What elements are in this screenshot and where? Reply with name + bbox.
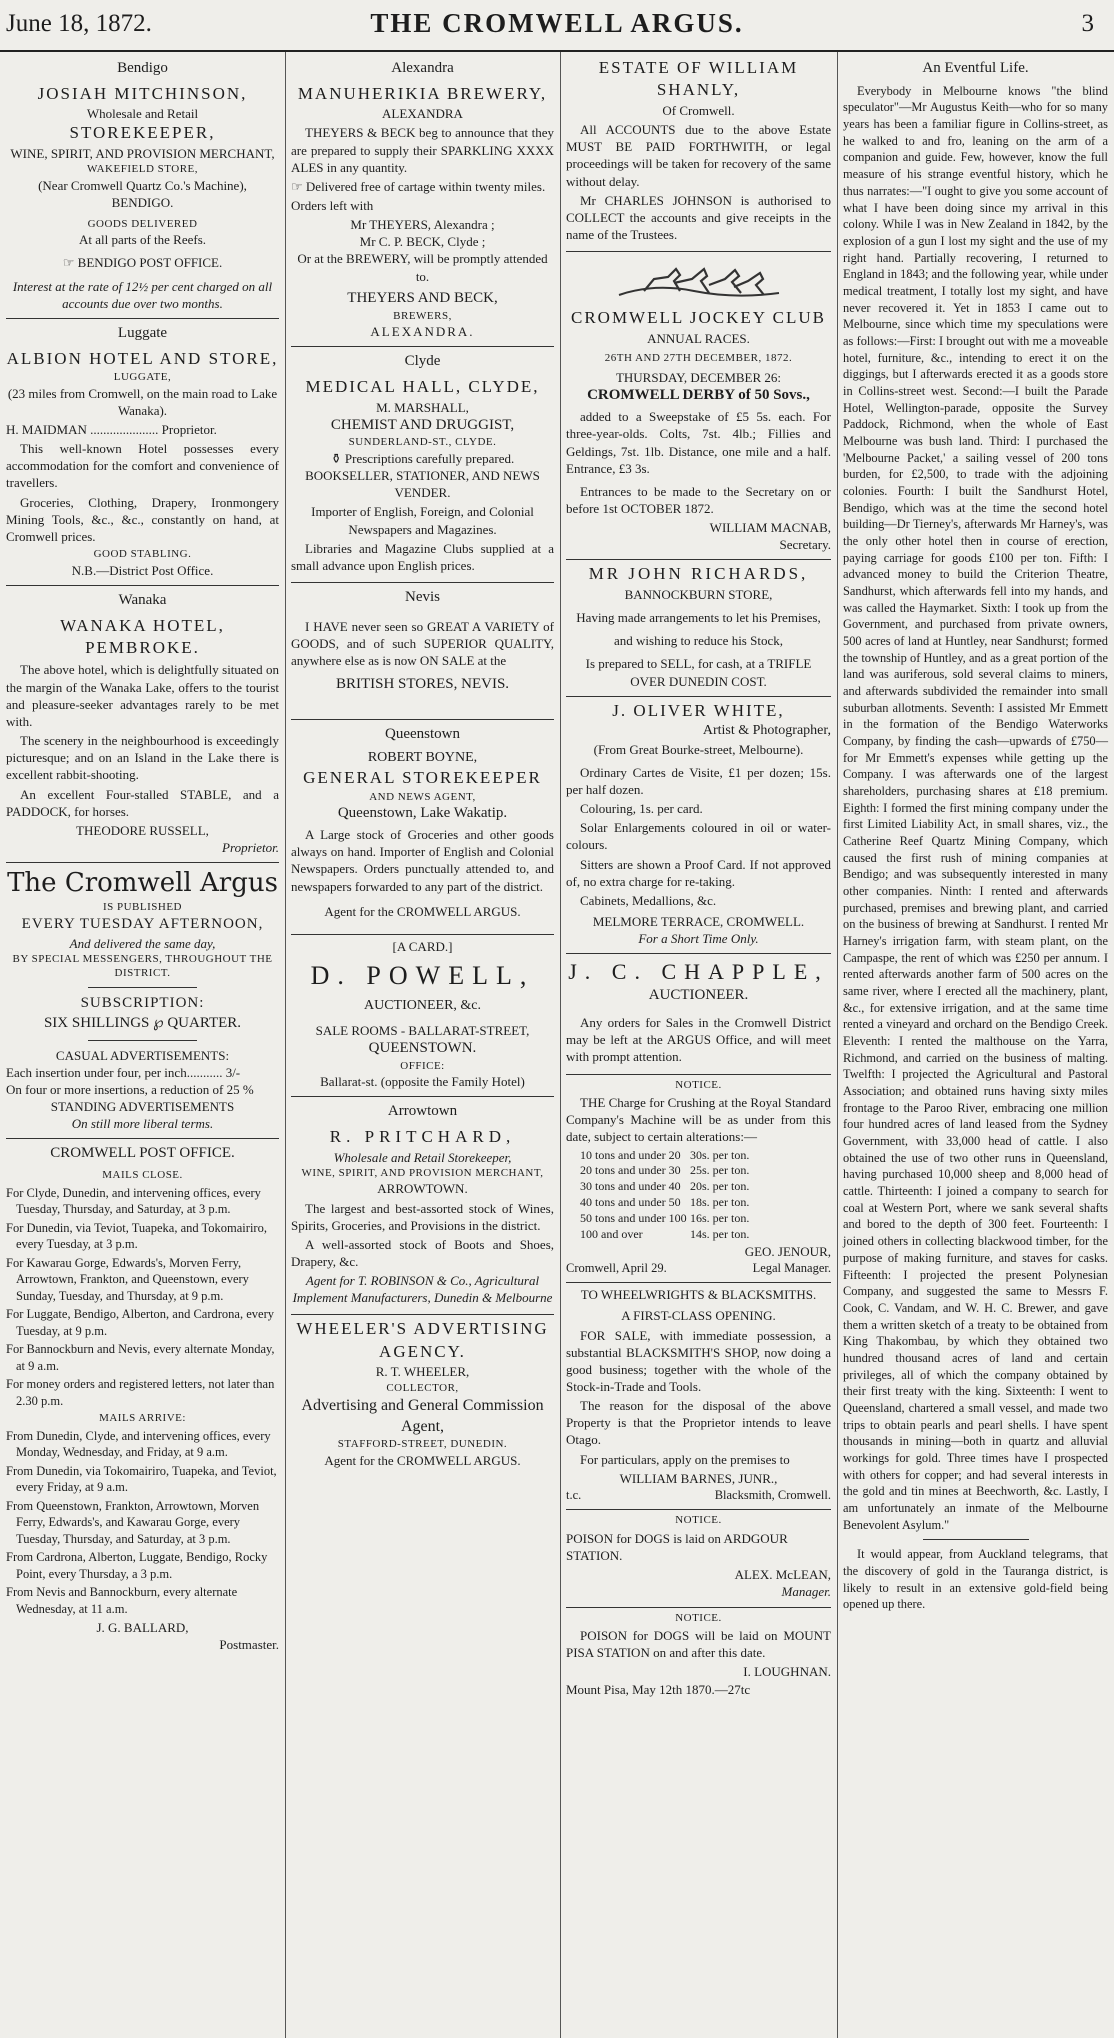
pointing-hand-icon: ☞ bbox=[62, 255, 78, 271]
divider bbox=[88, 1040, 197, 1041]
ad-line: THEODORE RUSSELL, bbox=[76, 822, 209, 838]
ad-luggate-albion bbox=[6, 319, 279, 586]
notice-place: Cromwell, April 29. bbox=[566, 1260, 667, 1275]
rate-range: 100 and over bbox=[580, 1226, 643, 1241]
ad-line: BRITISH STORES, NEVIS. bbox=[335, 676, 510, 693]
ad-line: BENDIGO. bbox=[111, 194, 174, 210]
ad-line: Agent for the CROMWELL ARGUS. bbox=[324, 903, 521, 919]
ad-manuherikia-brewery bbox=[291, 54, 554, 347]
rate-row bbox=[566, 1227, 831, 1243]
ad-blacksmith-shop bbox=[566, 1283, 831, 1510]
divider bbox=[88, 987, 197, 988]
ad-line: Solar Enlargements coloured in oil or water-colours. bbox=[566, 820, 831, 853]
advertiser-name: MEDICAL HALL, CLYDE, bbox=[305, 377, 540, 397]
ad-line: A well-assorted stock of Boots and Shoes, Drapery, &c. bbox=[291, 1236, 554, 1270]
ad-medical-hall bbox=[291, 347, 554, 583]
ad-line: ARROWTOWN. bbox=[377, 1181, 468, 1197]
ad-line: STAFFORD-STREET, DUNEDIN. bbox=[337, 1438, 508, 1451]
schedule-subheading: MAILS ARRIVE: bbox=[99, 1412, 186, 1425]
rate-row bbox=[566, 1179, 831, 1195]
section-heading: Clyde bbox=[404, 353, 441, 370]
ad-line: SIX SHILLINGS ℘ QUARTER. bbox=[43, 1014, 242, 1031]
ad-line: AUCTIONEER. bbox=[648, 987, 749, 1004]
column-2 bbox=[285, 54, 560, 2038]
ad-line: EVERY TUESDAY AFTERNOON, bbox=[21, 916, 264, 932]
ad-line: An excellent Four-stalled STABLE, and a PADDOCK, for horses. bbox=[6, 786, 279, 819]
advertiser-name: ESTATE OF WILLIAM SHANLY, bbox=[598, 58, 799, 100]
column-3 bbox=[560, 54, 837, 2038]
section-heading: Luggate bbox=[117, 324, 168, 341]
page-number: 3 bbox=[1081, 10, 1094, 37]
ad-line: LUGGATE, bbox=[113, 371, 172, 384]
schedule-entry: For Dunedin, via Teviot, Tuapeka, and Tokomairiro, every Tuesday, at 3 p.m. bbox=[6, 1220, 267, 1252]
ad-line: AND NEWS AGENT, bbox=[369, 790, 476, 803]
ad-line: Orders left with bbox=[291, 198, 374, 214]
ad-line: For a Short Time Only. bbox=[638, 931, 759, 947]
ad-line: ALEXANDRA bbox=[382, 106, 463, 122]
ad-line: ROBERT BOYNE, bbox=[367, 749, 478, 765]
section-heading: NOTICE. bbox=[675, 1514, 722, 1527]
ad-line-text: Delivered free of cartage within twenty miles. bbox=[305, 178, 546, 194]
ad-line: This well-known Hotel possesses every accommodation for the comfort and convenience of travellers. bbox=[6, 441, 279, 491]
newspaper-title: THE CROMWELL ARGUS. bbox=[370, 8, 744, 38]
ad-line: t.c. bbox=[566, 1487, 582, 1502]
ad-line: 26TH AND 27TH DECEMBER, 1872. bbox=[604, 351, 793, 364]
rate-row bbox=[566, 1211, 831, 1227]
ad-line: GOODS DELIVERED bbox=[87, 217, 198, 230]
ad-line: Is prepared to SELL, for cash, at a TRIFLE bbox=[585, 656, 812, 672]
schedule-entry: For money orders and registered letters, not later than 2.30 p.m. bbox=[6, 1377, 275, 1408]
signature: I. LOUGHNAN. bbox=[743, 1664, 831, 1680]
rate-price: 25s. per ton. bbox=[690, 1163, 750, 1178]
rate-range: 50 tons and under 100 bbox=[580, 1210, 687, 1225]
ad-line: Mr C. P. BECK, Clyde ; bbox=[359, 234, 486, 250]
schedule-entry: From Nevis and Bannockburn, every alternate Wednesday, at 11 a.m. bbox=[6, 1585, 238, 1616]
ad-line: WINE, SPIRIT, AND PROVISION MERCHANT, bbox=[10, 145, 275, 161]
section-heading: Nevis bbox=[405, 589, 440, 606]
ad-line: At all parts of the Reefs. bbox=[78, 232, 207, 248]
ad-line: For particulars, apply on the premises to bbox=[580, 1451, 790, 1467]
ad-line-text: Prescriptions carefully prepared. bbox=[344, 450, 515, 466]
rate-price: 16s. per ton. bbox=[690, 1210, 750, 1225]
ad-line: Any orders for Sales in the Cromwell District may be left at the ARGUS Office, and will meet with prompt attention. bbox=[566, 1015, 831, 1065]
ad-line: BANNOCKBURN STORE, bbox=[624, 586, 773, 602]
ad-line: Libraries and Magazine Clubs supplied at a small advance upon English prices. bbox=[291, 540, 554, 573]
ad-john-richards bbox=[566, 560, 831, 696]
signature-role: Legal Manager. bbox=[752, 1260, 831, 1275]
advertiser-name: GENERAL STOREKEEPER bbox=[303, 768, 542, 788]
ad-line: CROMWELL DERBY of 50 Sovs., bbox=[587, 387, 810, 404]
signature-line bbox=[566, 1487, 831, 1504]
advertiser-name: JOSIAH MITCHINSON, bbox=[37, 83, 248, 103]
ad-line: MELMORE TERRACE, CROMWELL. bbox=[592, 913, 805, 929]
ad-wheeler-agency bbox=[291, 1315, 554, 1474]
argus-nameplate: The Cromwell Argus bbox=[7, 868, 278, 899]
ad-line: [A CARD.] bbox=[392, 938, 453, 954]
schedule-entry: For Bannockburn and Nevis, every alternate Monday, at 9 a.m. bbox=[6, 1342, 275, 1373]
ad-line: Ordinary Cartes de Visite, £1 per dozen; 15s. per half dozen. bbox=[566, 764, 831, 797]
advertiser-name: J. OLIVER WHITE, bbox=[612, 700, 785, 720]
schedule-entry: From Queenstown, Frankton, Arrowtown, Morven Ferry, Edwards's, and Kawarau Gorge, every Tuesday, Thursday, and Saturday, at 3 p.m. bbox=[6, 1498, 260, 1546]
rate-range: 40 tons and under 50 bbox=[580, 1195, 681, 1210]
rate-row bbox=[566, 1195, 831, 1211]
divider bbox=[923, 1539, 1029, 1540]
ad-line: (From Great Bourke-street, Melbourne). bbox=[593, 741, 804, 757]
section-heading: Alexandra bbox=[391, 60, 454, 76]
column-1 bbox=[0, 54, 285, 2038]
advertiser-name: MR JOHN RICHARDS, bbox=[588, 564, 809, 584]
ad-line: Cabinets, Medallions, &c. bbox=[580, 892, 717, 908]
ad-line: QUEENSTOWN. bbox=[368, 1040, 477, 1057]
signature: J. G. BALLARD, bbox=[96, 1620, 189, 1636]
notice-shanly-estate bbox=[566, 54, 831, 252]
ad-line bbox=[291, 450, 554, 467]
rate-price: 20s. per ton. bbox=[690, 1179, 750, 1194]
advertiser-name: WANAKA HOTEL, PEMBROKE. bbox=[60, 615, 225, 658]
ad-jockey-club bbox=[566, 252, 831, 560]
ad-oliver-white bbox=[566, 697, 831, 955]
ad-line: I HAVE never seen so GREAT A VARIETY of GOODS, and of such SUPERIOR QUALITY, anywhere else as is now ON SALE at the bbox=[291, 618, 554, 669]
column-4 bbox=[837, 54, 1114, 2038]
ad-line: THEYERS AND BECK, bbox=[347, 289, 498, 306]
ad-line: THEYERS & BECK beg to announce that they are prepared to supply their SPARKLING XXXX ALES in any quantity. bbox=[291, 125, 554, 175]
article-body: Everybody in Melbourne knows "the blind speculator"—Mr Augustus Keith—who for so many years has been a familiar figure in Collins-street, as he walked to and fro, leaning on the arm of a companion and guide. Few, however, know the full measure of his strange eventful history, which he thus narrates:—"I ought to give you some account of what I have been doing since my arrival in this colony. While I was in New Zealand in 1842, by the explosion of a gun I lost my sight and the use of my right hand. Partially recovering, I returned to England in 1843; and the following year, while under medical treatment, I totally lost my sight, and have never recovered it. Yet in 1853 I came out to Melbourne, since which time my speculations were as follows:—First: I brought out with me a moveable hotel, furniture, &c., intending to erect it on the diggings, but I afterwards erected it as a goods store in Collins-street west. Second:—I built the Parade Hotel, Wellington-parade, opposite the Survey Paddock, Richmond, when the whole of East Melbourne was bush land. Third: I purchased the 'Melbourne Packet,' a sailing vessel of 200 tons burden, for £2,500, to trade with the adjoining colonies. Fourth: I built the Sandhurst Hotel, Bendigo, which was at the time the second hotel building—Dr Tierney's, afterwards Mr Harney's, was the only other hotel then in course of erection, paying carriage for goods £100 per ton. Fifth: I advanced money to build the Criterion Theatre, Sandhurst, which afterwards fell into my hands, and was called the Haymarket. Sixth: I took up from the Government, and purchased from private owners, 500 acres of land at Huntley, near Sandhurst; formed the township of Huntley, and as a great portion of the land was auriferous, sold several claims to miners, and afterwards subdivided the remainder into small suburban allotments. Seventh: I assisted Mr Emmett in the formation of the Bendigo Waterworks Company, by finding the cash—upwards of £750—for Mr Emmett's expenses while getting up the Company. I was afterwards one of the largest shareholders, purchasing shares at £18 premium. Eighth: I formed the first mining company under the first Limited Liability Act, in small shares, viz., the Catherine Reef Quartz Mining Company, which caused the first rush of mining companies at Bendigo; and was subsequently interested in many other companies. Ninth: I rented and afterwards purchased, premises and brewing plant, and carried on the business of brewing at Sandhurst. I rented Mr Harney's irrigation farm, with steam plant, on the Campaspe, the rent of which was £250 per annum. I rented afterwards another farm of 500 acres on the same river, where I erected all the machinery, plant, &c., for extensive irrigation, and at the same time rented a vineyard and orchard on the Bendigo Creek. Eleventh: I rented the malthouse on the Yarra, Richmond, and carried on the business of malting. Twelfth: I projected the Agricultural and Pastoral Association; and obtained runs having sixty miles frontage to the Paroo River, embracing one million four hundred acres of land leased from the Sydney Government, with 33,000 head of cattle. I also obtained the use of two other runs in Queensland, having purchased 10,000 sheep and 8,000 head of cattle. Thirteenth: I joined a company to search for coal at Western Port, where we sank several shafts and bored to the depth of 300 feet. Fourteenth: I joined others in collecting blackwood timber, for the purpose of making furniture, and staves for casks. Fifteenth: I projected the present Polynesian Company, and suggested the same to Messrs F. Cook, C. Vandam, and W. H. C. Brewer, and gave them a written sketch of a treaty to be obtained from King Thakombau, by which they obtained two hundred thousand acres of land and certain privileges, all of which the company obtained by their first treaty with the king. Sixteenth: I went to Queensland, chartered a small vessel, and made two trips to obtain pearls and pearl shells. I have spent thousands in mining—both in quartz and alluvial workings for gold. Three times have I prospected with others for copper; and had several interests in the gold and tin mines at Beechworth, &c. Lastly, I am unfortunately an inmate of the Melbourne Benevolent Asylum." bbox=[843, 83, 1108, 1532]
ad-pritchard bbox=[291, 1097, 554, 1315]
ad-line: The reason for the disposal of the above Property is that the Proprietor intends to leave Otago. bbox=[566, 1398, 831, 1448]
advertiser-name: D. POWELL, bbox=[310, 961, 535, 991]
advertiser-name: J. C. CHAPPLE, bbox=[568, 959, 829, 985]
ad-line: STOREKEEPER, bbox=[69, 123, 216, 143]
ad-line: BREWERS, bbox=[393, 309, 452, 322]
section-heading: Arrowtown bbox=[387, 1103, 458, 1120]
ad-line: All ACCOUNTS due to the above Estate MUST BE PAID FORTHWITH, or legal proceedings will be taken for recovery of the same without delay. bbox=[566, 122, 831, 189]
signature-role: Postmaster. bbox=[219, 1637, 279, 1653]
ad-bendigo-mitchinson bbox=[6, 54, 279, 319]
ad-line: Agent for T. ROBINSON & Co., Agricultural Implement Manufacturers, Dunedin & Melbourne bbox=[292, 1273, 553, 1306]
ad-line: Wholesale and Retail bbox=[86, 106, 199, 122]
ad-line: POISON for DOGS is laid on ARDGOUR STATION. bbox=[566, 1530, 788, 1564]
ad-line: Advertising and General Commission Agent, bbox=[301, 1397, 544, 1436]
ad-line: SUBSCRIPTION: bbox=[80, 994, 205, 1011]
ad-line: ANNUAL RACES. bbox=[647, 330, 750, 346]
ad-line: Each insertion under four, per inch........... 3/- bbox=[6, 1064, 241, 1080]
ad-line: Entrances to be made to the Secretary on or before 1st OCTOBER 1872. bbox=[566, 483, 831, 516]
ad-line: N.B.—District Post Office. bbox=[71, 562, 214, 578]
ad-line: The above hotel, which is delightfully situated on the margin of the Wanaka Lake, offers to the tourist and pleasure-seeker advantages rarely to be met with. bbox=[6, 662, 279, 729]
ad-line: Or at the BREWERY, will be promptly attended to. bbox=[297, 251, 548, 284]
ad-line: Of Cromwell. bbox=[662, 102, 735, 118]
ad-robert-boyne bbox=[291, 720, 554, 935]
advertiser-name: WHEELER'S ADVERTISING AGENCY. bbox=[296, 1319, 549, 1361]
article-headline: An Eventful Life. bbox=[922, 60, 1029, 76]
ad-line: Groceries, Clothing, Drapery, Ironmongery Mining Tools, &c., &c., constantly on hand, at Cromwell prices. bbox=[6, 494, 279, 544]
section-heading: NOTICE. bbox=[675, 1078, 722, 1091]
advertiser-name: MANUHERIKIA BREWERY, bbox=[297, 83, 548, 103]
section-heading: Wanaka bbox=[118, 591, 167, 608]
advertiser-name: ALBION HOTEL AND STORE, bbox=[6, 348, 279, 368]
advertiser-name: CROMWELL JOCKEY CLUB bbox=[570, 308, 826, 328]
signature: WILLIAM BARNES, JUNR., bbox=[619, 1470, 778, 1486]
issue-date: June 18, 1872. bbox=[6, 10, 152, 37]
ad-line: M. MARSHALL, bbox=[376, 399, 469, 415]
notice-ardgour-poison bbox=[566, 1510, 831, 1607]
ad-line: The scenery in the neighbourhood is exceedingly picturesque; and on an Island in the Lake there is excellent rabbit-shooting. bbox=[6, 733, 279, 783]
schedule-subheading: MAILS CLOSE. bbox=[102, 1169, 183, 1182]
ad-line bbox=[6, 254, 279, 271]
ad-line: COLLECTOR, bbox=[386, 1381, 459, 1394]
rate-range: 30 tons and under 40 bbox=[580, 1179, 681, 1194]
section-heading: CROMWELL POST OFFICE. bbox=[50, 1145, 235, 1162]
ad-line: A Large stock of Groceries and other goods always on hand. Importer of English and Colonial Newspapers. Orders punctually attended to, and newspapers forwarded to any part of the district. bbox=[291, 827, 554, 894]
pointing-hand-icon: ☞ bbox=[291, 178, 306, 194]
ad-line: Interest at the rate of 12½ per cent charged on all accounts due over two months. bbox=[12, 278, 273, 311]
ad-line: added to a Sweepstake of £5 5s. each. For three-year-olds. Colts, 7st. 4lb.; Fillies and Geldings, 7st. 1lb. Distance, one mile and a half. Entrance, £3 3s. bbox=[566, 409, 831, 476]
ad-line: The largest and best-assorted stock of Wines, Spirits, Groceries, and Provisions in the district. bbox=[291, 1200, 554, 1233]
racehorses-illustration bbox=[566, 263, 831, 303]
schedule-entry: For Kawarau Gorge, Edwards's, Morven Ferry, Arrowtown, Frankton, and Queenstown, every Sunday, Tuesday, and Thursday, at 9 p.m. bbox=[6, 1255, 249, 1303]
signature: ALEX. McLEAN, bbox=[734, 1567, 831, 1583]
racehorses-icon bbox=[614, 263, 784, 303]
ad-line: STANDING ADVERTISEMENTS bbox=[50, 1099, 235, 1115]
ad-line: THURSDAY, DECEMBER 26: bbox=[615, 370, 782, 386]
ad-line: H. MAIDMAN ..................... Proprietor. bbox=[6, 422, 217, 438]
schedule-entry: For Luggate, Bendigo, Alberton, and Cardrona, every Tuesday, at 9 p.m. bbox=[6, 1307, 274, 1338]
section-heading: Bendigo bbox=[117, 60, 168, 76]
ad-british-stores bbox=[291, 583, 554, 720]
rate-row bbox=[566, 1163, 831, 1179]
ad-line: OVER DUNEDIN COST. bbox=[630, 673, 767, 689]
rate-row bbox=[566, 1148, 831, 1164]
ad-line: ALEXANDRA. bbox=[370, 324, 475, 340]
ad-line: Ballarat-st. (opposite the Family Hotel) bbox=[320, 1074, 525, 1090]
rate-price: 30s. per ton. bbox=[690, 1147, 750, 1162]
ad-line: Mr CHARLES JOHNSON is authorised to COLLECT the accounts and give receipts in the name of the Trustees. bbox=[566, 192, 831, 242]
ad-line: SUNDERLAND-ST., CLYDE. bbox=[348, 436, 497, 449]
ad-line: THE Charge for Crushing at the Royal Standard Company's Machine will be as under from this date, subject to certain alterations:— bbox=[566, 1095, 831, 1145]
signature-role: Blacksmith, Cromwell. bbox=[714, 1487, 831, 1502]
ad-wanaka-hotel bbox=[6, 586, 279, 863]
ad-line: Mr THEYERS, Alexandra ; bbox=[350, 217, 495, 233]
article-eventful-life bbox=[843, 54, 1108, 1621]
ad-chapple-auctioneer bbox=[566, 954, 831, 1074]
ad-line: WINE, SPIRIT, AND PROVISION MERCHANT, bbox=[301, 1166, 544, 1179]
ad-line: Importer of English, Foreign, and Colonial Newspapers and Magazines. bbox=[311, 504, 534, 537]
ad-line: Queenstown, Lake Wakatip. bbox=[337, 805, 508, 822]
ad-line: A FIRST-CLASS OPENING. bbox=[621, 1308, 776, 1324]
masthead bbox=[0, 0, 1114, 52]
ad-line: AUCTIONEER, &c. bbox=[363, 998, 482, 1014]
ad-d-powell bbox=[291, 935, 554, 1098]
rate-price: 18s. per ton. bbox=[690, 1195, 750, 1210]
schedule-entry: From Dunedin, Clyde, and intervening offices, every Monday, Wednesday, and Friday, at 9 a.m. bbox=[6, 1428, 271, 1460]
ad-line: BOOKSELLER, STATIONER, AND NEWS VENDER. bbox=[305, 468, 540, 501]
signature: WILLIAM MACNAB, bbox=[709, 520, 831, 536]
section-heading: Queenstown bbox=[385, 726, 460, 743]
ad-line: Wholesale and Retail Storekeeper, bbox=[333, 1149, 512, 1165]
ad-line: IS PUBLISHED bbox=[102, 901, 183, 914]
rate-range: 10 tons and under 20 bbox=[580, 1147, 681, 1162]
ad-line: POISON for DOGS will be laid on MOUNT PISA STATION on and after this date. bbox=[566, 1628, 831, 1661]
ad-line: and wishing to reduce his Stock, bbox=[614, 633, 783, 649]
ad-line-text: BENDIGO POST OFFICE. bbox=[77, 255, 223, 271]
ad-line: (Near Cromwell Quartz Co.'s Machine), bbox=[38, 177, 247, 193]
ad-line: On still more liberal terms. bbox=[71, 1116, 214, 1132]
schedule-entry: For Clyde, Dunedin, and intervening offices, every Tuesday, Thursday, and Saturday, at 3 p.m. bbox=[6, 1185, 261, 1217]
ad-line: R. T. WHEELER, bbox=[375, 1364, 470, 1380]
notice-crushing-charges bbox=[566, 1075, 831, 1284]
ad-line: Colouring, 1s. per card. bbox=[580, 801, 703, 817]
ad-line: Having made arrangements to let his Premises, bbox=[576, 610, 821, 626]
ad-line: CHEMIST AND DRUGGIST, bbox=[330, 416, 515, 433]
ad-line: OFFICE: bbox=[400, 1059, 445, 1072]
argus-subscription-notice bbox=[6, 863, 279, 1139]
rate-range: 20 tons and under 30 bbox=[580, 1163, 681, 1178]
ad-line: SALE ROOMS - BALLARAT-STREET, bbox=[315, 1022, 530, 1038]
advertiser-name: R. PRITCHARD, bbox=[329, 1127, 516, 1147]
schedule-entry: From Cardrona, Alberton, Luggate, Bendigo, Rocky Point, every Thursday, a 3 p.m. bbox=[6, 1550, 268, 1581]
section-heading: NOTICE. bbox=[675, 1611, 722, 1624]
signature-line bbox=[566, 1260, 831, 1277]
ad-line: Artist & Photographer, bbox=[702, 723, 831, 739]
signature: GEO. JENOUR, bbox=[744, 1243, 831, 1259]
ad-line: FOR SALE, with immediate possession, a substantial BLACKSMITH'S SHOP, now doing a good business; together with the whole of the Stock-in-Trade and Tools. bbox=[566, 1327, 831, 1394]
ad-line: BY SPECIAL MESSENGERS, THROUGHOUT THE DISTRICT. bbox=[12, 952, 273, 980]
ad-line: Proprietor. bbox=[222, 840, 279, 856]
notice-mount-pisa-poison bbox=[566, 1608, 831, 1704]
post-office-schedule bbox=[6, 1139, 279, 1659]
mortar-pestle-icon: ⚱ bbox=[330, 450, 345, 466]
section-heading: TO WHEELWRIGHTS & BLACKSMITHS. bbox=[580, 1287, 817, 1303]
schedule-entry: From Dunedin, via Tokomairiro, Tuapeka, and Teviot, every Friday, at 9 a.m. bbox=[6, 1463, 277, 1495]
ad-line: On four or more insertions, a reduction of 25 % bbox=[6, 1081, 254, 1097]
ad-line: WAKEFIELD STORE, bbox=[86, 162, 199, 175]
ad-line bbox=[291, 178, 554, 195]
article-paragraph: It would appear, from Auckland telegrams, that the discovery of gold in the Tauranga district, is likely to result in an extensive gold-field being opened up there. bbox=[843, 1547, 1108, 1612]
ad-line: GOOD STABLING. bbox=[93, 548, 192, 561]
signature-role: Manager. bbox=[781, 1584, 831, 1600]
ad-line: Agent for the CROMWELL ARGUS. bbox=[324, 1452, 521, 1468]
ad-line: And delivered the same day, bbox=[69, 935, 216, 951]
rate-price: 14s. per ton. bbox=[690, 1226, 750, 1241]
masthead-rule bbox=[0, 50, 1114, 52]
ad-line: CASUAL ADVERTISEMENTS: bbox=[55, 1047, 230, 1063]
ad-line: (23 miles from Cromwell, on the main road to Lake Wanaka). bbox=[7, 385, 278, 418]
ad-line: Mount Pisa, May 12th 1870.—27tc bbox=[566, 1681, 751, 1697]
signature-role: Secretary. bbox=[779, 537, 831, 553]
ad-line: Sitters are shown a Proof Card. If not approved of, no extra charge for re-taking. bbox=[566, 856, 831, 889]
